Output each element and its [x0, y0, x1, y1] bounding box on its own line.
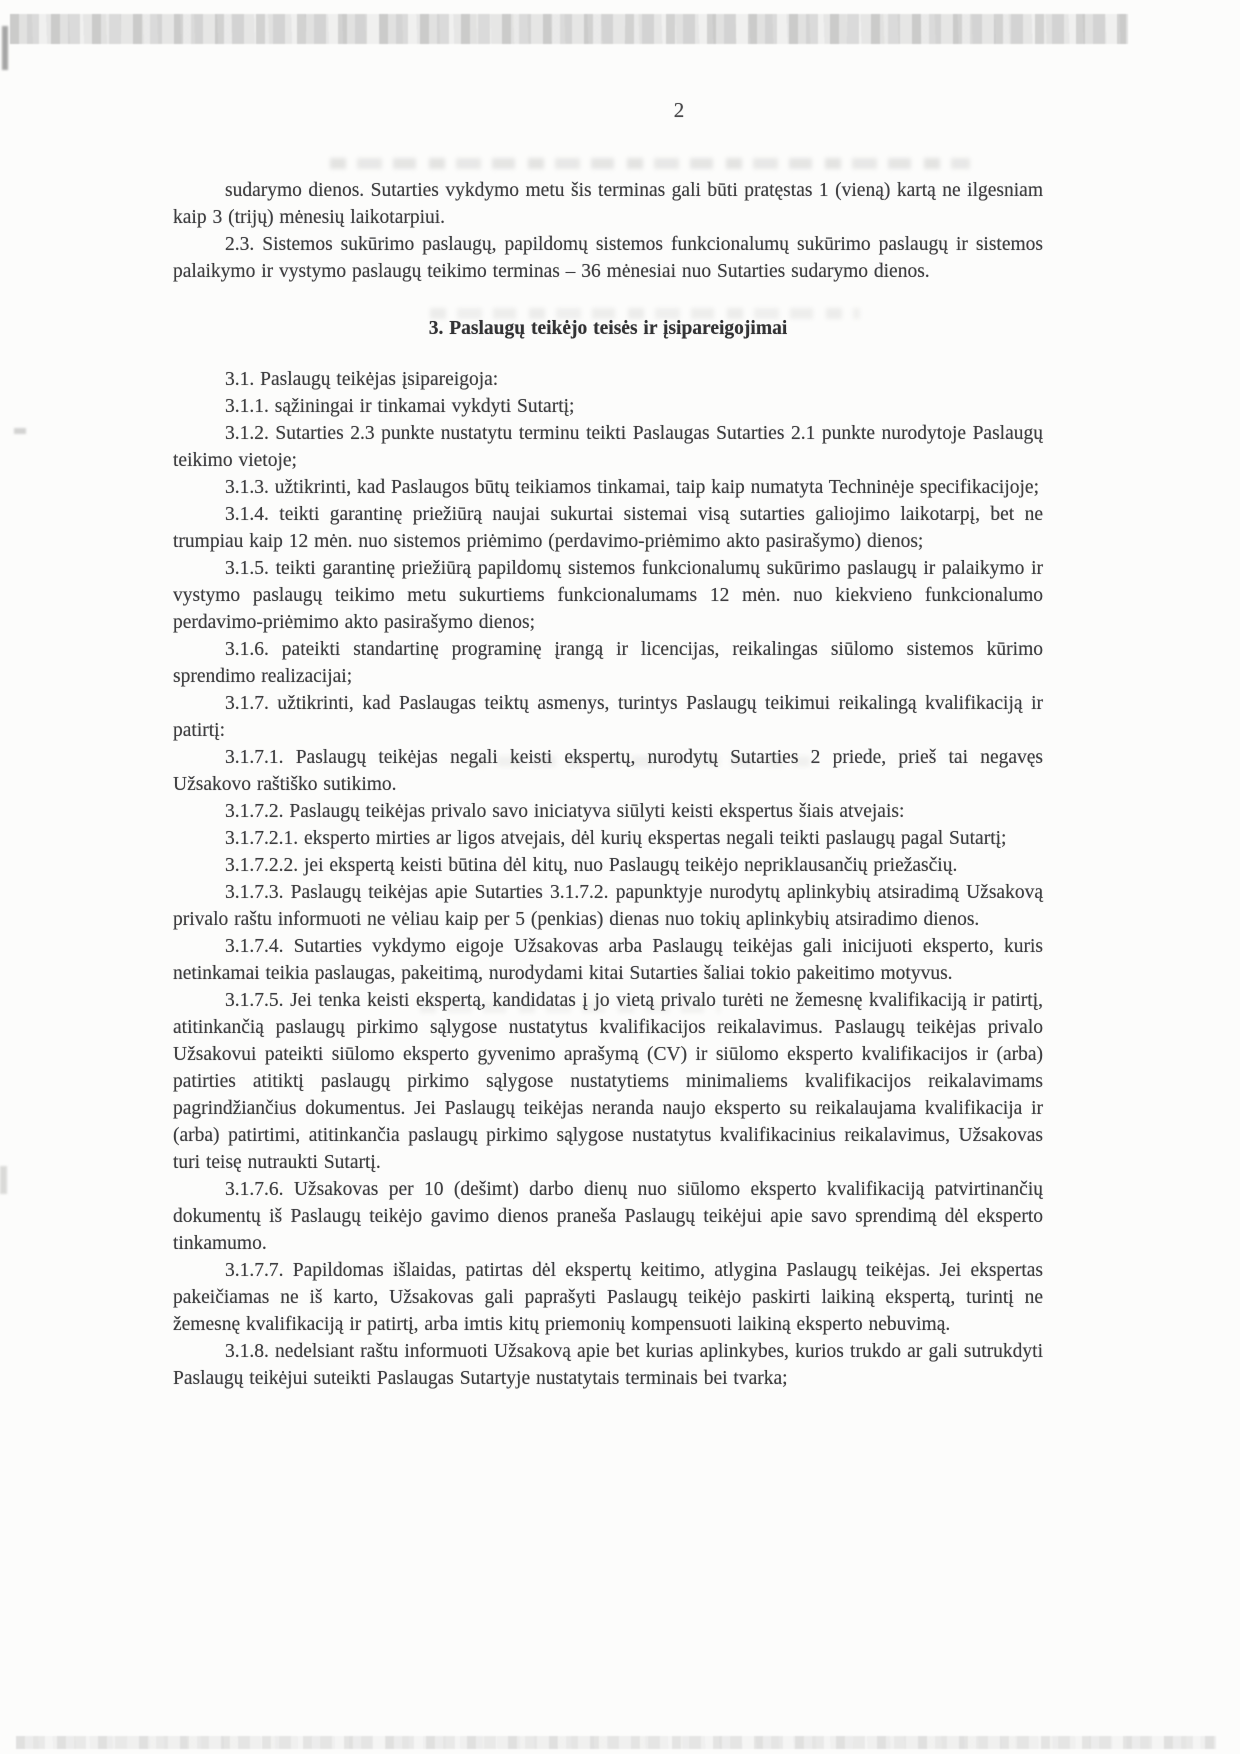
clause-3-1-2: 3.1.2. Sutarties 2.3 punkte nustatytu terminu teikti Paslaugas Sutarties 2.1 punkte nurodytoje Paslaugų teikimo vietoje; [173, 423, 1043, 471]
clause-3-1-7-5: 3.1.7.5. Jei tenka keisti ekspertą, kandidatas į jo vietą privalo turėti ne žemesnę kvalifikaciją ir patirtį, atitinkančią paslaugų pirkimo sąlygose nustatytus kvalifikacijos reikalavimus. Paslaugų teikėjas privalo Užsakovui pateikti siūlomo eksperto gyvenimo aprašymą (CV) ir siūlomo eksperto kvalifikacijos ir (arba) patirties atitiktį paslaugų pirkimo sąlygose nustatytiems minimaliems kvalifikacijos reikalavimams pagrindžiančius dokumentus. Jei Paslaugų teikėjas neranda naujo eksperto su reikalaujama kvalifikacija ir (arba) patirtimi, atitinkančia paslaugų pirkimo sąlygose nustatytus kvalifikacinius reikalavimus, Užsakovas turi teisę nutraukti Sutartį. [173, 990, 1043, 1173]
page-number: 2 [673, 98, 685, 122]
clause-3-1: 3.1. Paslaugų teikėjas įsipareigoja: [225, 369, 499, 390]
scan-artifact-mark [0, 1166, 7, 1194]
clause-3-1-6: 3.1.6. pateikti standartinę programinę įrangą ir licencijas, reikalingas siūlomo sistemos kūrimo sprendimo realizacijai; [173, 639, 1043, 687]
clause-3-1-7-4: 3.1.7.4. Sutarties vykdymo eigoje Užsakovas arba Paslaugų teikėjas gali inicijuoti eksperto, kuris netinkamai teikia paslaugas, pakeitimą, nurodydami kitai Sutarties šaliai tokio pakeitimo motyvus. [173, 936, 1043, 984]
clause-3-1-7-7: 3.1.7.7. Papildomas išlaidas, patirtas dėl ekspertų keitimo, atlygina Paslaugų teikėjas. Jei ekspertas pakeičiamas ne iš karto, Užsakovas gali paprašyti Paslaugų teikėjo paskirti laikiną ekspertą, turintį ne žemesnę kvalifikaciją ir patirtį, arba imtis kitų priemonių kompensuoti laikiną eksperto nebuvimą. [173, 1260, 1043, 1335]
clause-3-1-4: 3.1.4. teikti garantinę priežiūrą naujai sukurtai sistemai visą sutarties galiojimo laikotarpį, bet ne trumpiau kaip 12 mėn. nuo sistemos priėmimo (perdavimo-priėmimo akto pasirašymo) dienos; [173, 504, 1043, 552]
scan-artifact-mark [2, 26, 8, 70]
clause-3-1-7-2-1: 3.1.7.2.1. eksperto mirties ar ligos atvejais, dėl kurių ekspertas negali teikti paslaugų pagal Sutartį; [225, 828, 1007, 849]
contract-body [173, 177, 1043, 1392]
scan-artifact-mark [14, 428, 26, 434]
clause-3-1-7-2-2: 3.1.7.2.2. jei ekspertą keisti būtina dėl kitų, nuo Paslaugų teikėjo nepriklausančių priežasčių. [225, 855, 958, 876]
scan-bleedthrough-line [330, 158, 970, 169]
scan-noise-band-bottom [16, 1736, 1216, 1749]
clause-3-1-1: 3.1.1. sąžiningai ir tinkamai vykdyti Sutartį; [225, 396, 575, 417]
clause-2-3: 2.3. Sistemos sukūrimo paslaugų, papildomų sistemos funkcionalumų sukūrimo paslaugų ir sistemos palaikymo ir vystymo paslaugų teikimo terminas – 36 mėnesiai nuo Sutarties sudarymo dienos. [173, 234, 1043, 282]
scan-noise-band-top [10, 14, 1128, 44]
clause-3-1-7-1: 3.1.7.1. Paslaugų teikėjas negali keisti ekspertų, nurodytų Sutarties 2 priede, prieš tai negavęs Užsakovo raštiško sutikimo. [173, 747, 1043, 795]
section-3-heading: 3. Paslaugų teikėjo teisės ir įsipareigojimai [428, 318, 788, 339]
paragraph-continuation: sudarymo dienos. Sutarties vykdymo metu šis terminas gali būti pratęstas 1 (vieną) kartą ne ilgesniam kaip 3 (trijų) mėnesių laikotarpiui. [173, 180, 1043, 228]
clause-3-1-7-6: 3.1.7.6. Užsakovas per 10 (dešimt) darbo dienų nuo siūlomo eksperto kvalifikaciją patvirtinančių dokumentų iš Paslaugų teikėjo gavimo dienos praneša Paslaugų teikėjui apie savo sprendimą dėl eksperto tinkamumo. [173, 1179, 1043, 1254]
clause-3-1-3: 3.1.3. užtikrinti, kad Paslaugos būtų teikiamos tinkamai, taip kaip numatyta Techninėje specifikacijoje; [225, 477, 1040, 498]
clause-3-1-7: 3.1.7. užtikrinti, kad Paslaugas teiktų asmenys, turintys Paslaugų teikimui reikalingą kvalifikaciją ir patirtį: [173, 693, 1043, 741]
clause-3-1-8: 3.1.8. nedelsiant raštu informuoti Užsakovą apie bet kurias aplinkybes, kurios trukdo ar gali sutrukdyti Paslaugų teikėjui suteikti Paslaugas Sutartyje nustatytais terminais bei tvarka; [173, 1341, 1043, 1389]
clause-3-1-7-3: 3.1.7.3. Paslaugų teikėjas apie Sutarties 3.1.7.2. papunktyje nurodytų aplinkybių atsiradimą Užsakovą privalo raštu informuoti ne vėliau kaip per 5 (penkias) dienas nuo tokių aplinkybių atsiradimo dienos. [173, 882, 1043, 930]
clause-3-1-7-2: 3.1.7.2. Paslaugų teikėjas privalo savo iniciatyva siūlyti keisti ekspertus šiais atvejais: [225, 801, 905, 822]
clause-3-1-5: 3.1.5. teikti garantinę priežiūrą papildomų sistemos funkcionalumų sukūrimo paslaugų ir palaikymo ir vystymo paslaugų teikimo metu sukurtiems funkcionalumams 12 mėn. nuo kiekvieno funkcionalumo perdavimo-priėmimo akto pasirašymo dienos; [173, 558, 1043, 633]
